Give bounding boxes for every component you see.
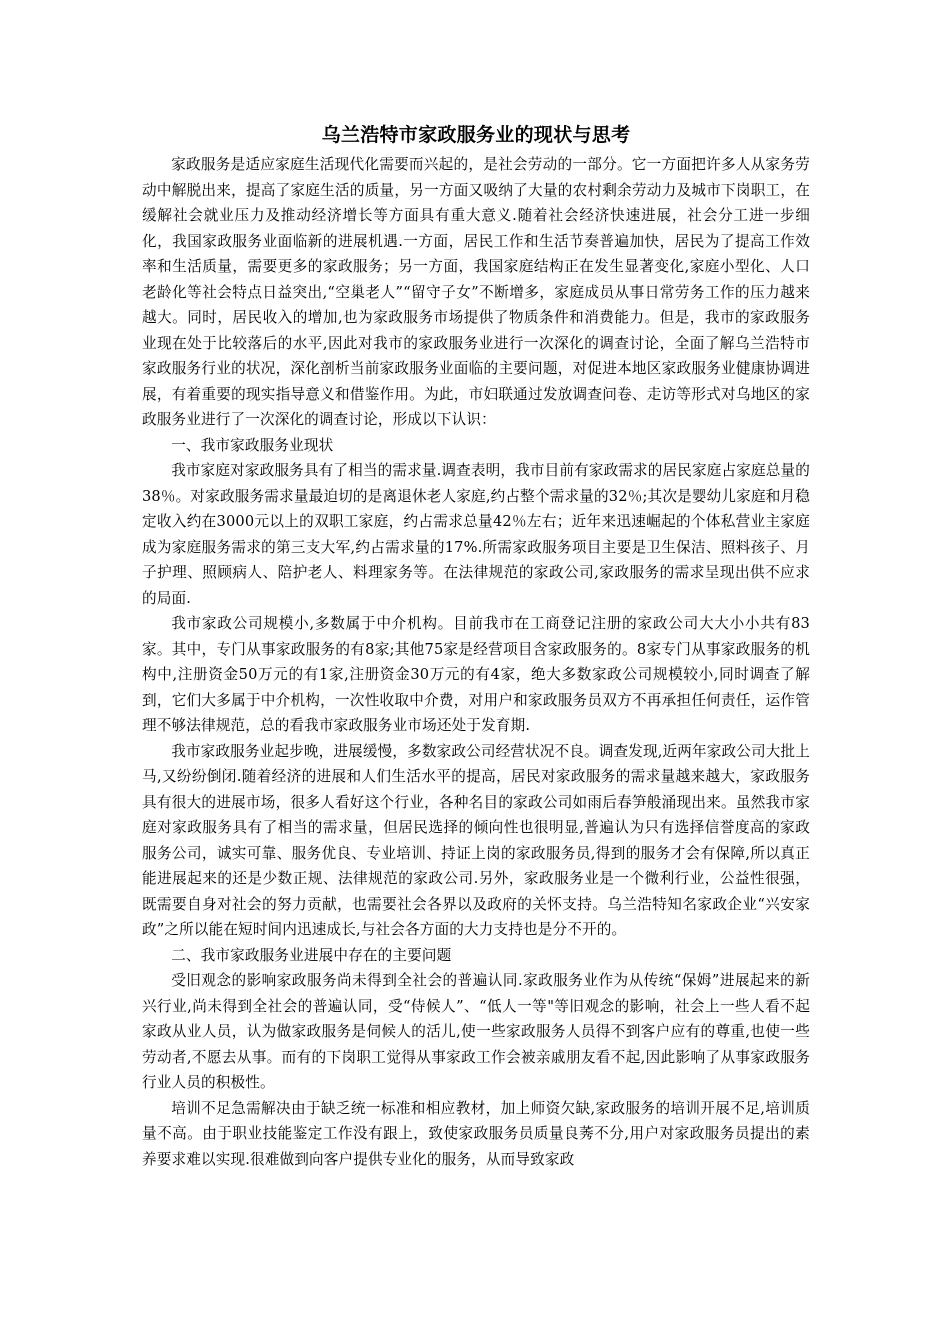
document-body (142, 120, 810, 1172)
paragraph: 我市家政服务业起步晚，进展缓慢，多数家政公司经营状况不良。调查发现,近两年家政公司大批上马,又纷纷倒闭.随着经济的进展和人们生活水平的提高，居民对家政服务的需求量越来越大，家政服务具有很大的进展市场，很多人看好这个行业，各种名目的家政公司如雨后春笋般涌现出来。虽然我市家庭对家政服务具有了相当的需求量，但居民选择的倾向性也很明显,普遍认为只有选择信誉度高的家政服务公司，诚实可靠、服务优良、专业培训、持证上岗的家政服务员,得到的服务才会有保障,所以真正能进展起来的还是少数正规、法律规范的家政公司.另外，家政服务业是一个微利行业，公益性很强，既需要自身对社会的努力贡献，也需要社会各界以及政府的关怀支持。乌兰浩特知名家政企业“兴安家政”之所以能在短时间内迅速成长,与社会各方面的大力支持也是分不开的。 (142, 742, 810, 938)
section-heading-status: 一、我市家政服务业现状 (171, 436, 334, 454)
paragraph: 我市家庭对家政服务具有了相当的需求量.调查表明，我市目前有家政需求的居民家庭占家庭总量的38％。对家政服务需求量最迫切的是离退休老人家庭,约占整个需求量的32％;其次是婴幼儿家庭和月稳定收入约在3000元以上的双职工家庭，约占需求总量42％左右；近年来迅速崛起的个体私营业主家庭成为家庭服务需求的第三支大军,约占需求量的17%.所需家政服务项目主要是卫生保洁、照料孩子、月子护理、照顾病人、陪护老人、料理家务等。在法律规范的家政公司,家政服务的需求呈现出供不应求的局面. (142, 462, 810, 607)
intro-paragraph: 家政服务是适应家庭生活现代化需要而兴起的，是社会劳动的一部分。它一方面把许多人从家务劳动中解脱出来，提高了家庭生活的质量，另一方面又吸纳了大量的农村剩余劳动力及城市下岗职工，在缓解社会就业压力及推动经济增长等方面具有重大意义.随着社会经济快速进展，社会分工进一步细化，我国家政服务业面临新的进展机遇.一方面，居民工作和生活节奏普遍加快，居民为了提高工作效率和生活质量，需要更多的家政服务；另一方面，我国家庭结构正在发生显著变化,家庭小型化、人口老龄化等社会特点日益突出,“空巢老人”“留守子女”不断增多，家庭成员从事日常劳务工作的压力越来越大。同时，居民收入的增加,也为家政服务市场提供了物质条件和消费能力。但是，我市的家政服务业现在处于比较落后的水平,因此对我市的家政服务业进行一次深化的调查讨论，全面了解乌兰浩特市家政服务行业的状况，深化剖析当前家政服务业面临的主要问题，对促进本地区家政服务业健康协调进展，有着重要的现实指导意义和借鉴作用。为此，市妇联通过发放调查问卷、走访等形式对乌地区的家政服务业进行了一次深化的调查讨论，形成以下认识： (142, 156, 810, 428)
paragraph: 培训不足急需解决由于缺乏统一标准和相应教材，加上师资欠缺,家政服务的培训开展不足,培训质量不高。由于职业技能鉴定工作没有跟上，致使家政服务员质量良莠不分,用户对家政服务员提出的素养要求难以实现.很难做到向客户提供专业化的服务，从而导致家政 (142, 1099, 810, 1168)
document-title: 乌兰浩特市家政服务业的现状与思考 (321, 124, 631, 146)
section-heading-problems: 二、我市家政服务业进展中存在的主要问题 (171, 946, 452, 964)
paragraph: 我市家政公司规模小,多数属于中介机构。目前我市在工商登记注册的家政公司大大小小共有83家。其中，专门从事家政服务的有8家;其他75家是经营项目含家政服务的。8家专门从事家政服务的机构中,注册资金50万元的有1家,注册资金30万元的有4家，绝大多数家政公司规模较小,同时调查了解到，它们大多属于中介机构，一次性收取中介费，对用户和家政服务员双方不再承担任何责任，运作管理不够法律规范，总的看我市家政服务业市场还处于发育期. (142, 615, 810, 734)
paragraph: 受旧观念的影响家政服务尚未得到全社会的普遍认同.家政服务业作为从传统“保姆”进展起来的新兴行业,尚未得到全社会的普遍认同，受“侍候人”、“低人一等"等旧观念的影响，社会上一些人看不起家政从业人员，认为做家政服务是伺候人的活儿,使一些家政服务人员得不到客户应有的尊重,也使一些劳动者,不愿去从事。而有的下岗职工觉得从事家政工作会被亲戚朋友看不起,因此影响了从事家政服务行业人员的积极性。 (142, 972, 810, 1091)
